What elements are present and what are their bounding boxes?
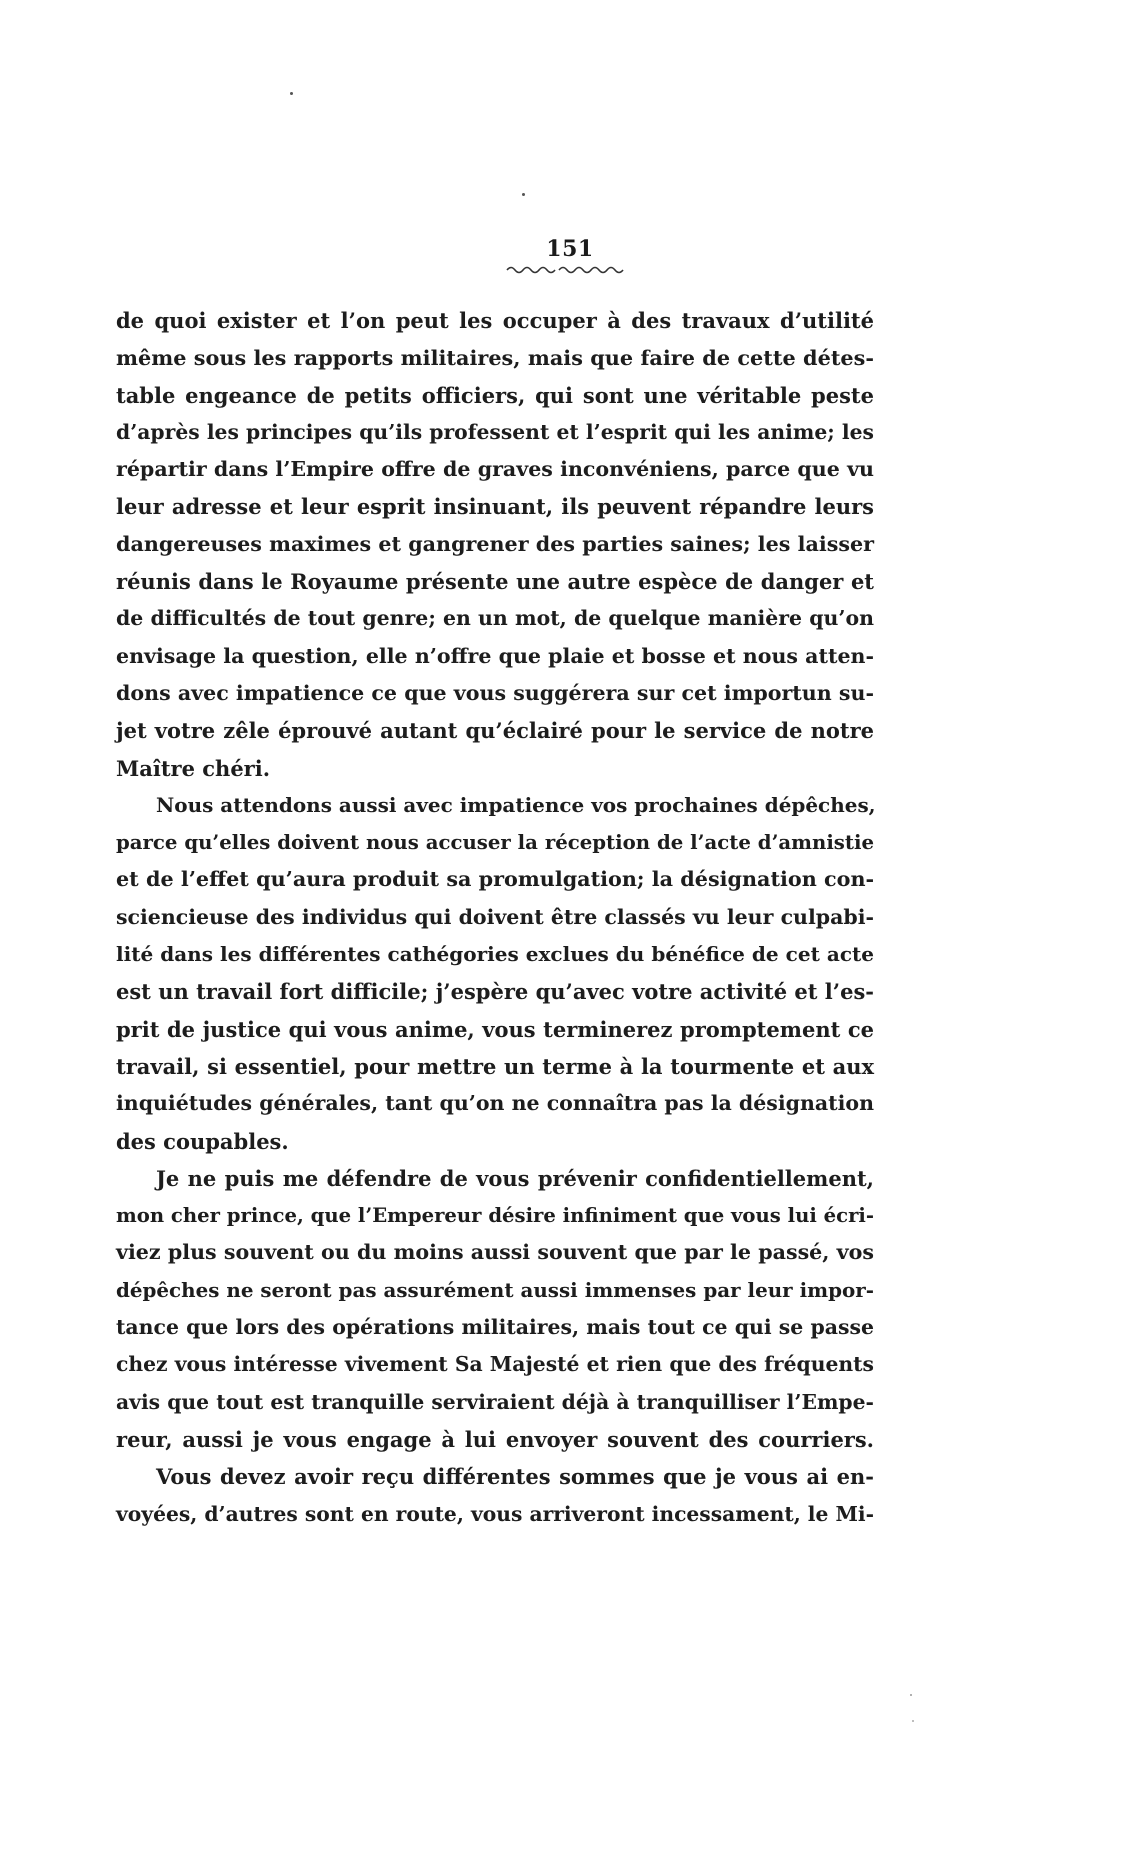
- text-line: de difficultés de tout genre; en un mot, de quelque manière qu’on: [116, 606, 874, 631]
- paragraph: [116, 787, 874, 1160]
- text-line: dangereuses maximes et gangrener des parties saines; les laisser: [116, 531, 874, 556]
- text-line: chez vous intéresse vivement Sa Majesté et rien que des fréquents: [116, 1352, 874, 1377]
- text-line: tance que lors des opérations militaires, mais tout ce qui se passe: [116, 1315, 874, 1340]
- text-line: jet votre zêle éprouvé autant qu’éclairé pour le service de notre: [116, 718, 874, 744]
- text-line: Maître chéri.: [116, 755, 271, 781]
- text-line: réunis dans le Royaume présente une autre espèce de danger et: [116, 569, 874, 595]
- text-line: est un travail fort difficile; j’espère qu’avec votre activité et l’es-: [116, 979, 874, 1005]
- body-text: [116, 302, 874, 1533]
- text-line: dépêches ne seront pas assurément aussi immenses par leur impor-: [116, 1277, 874, 1302]
- text-line: table engeance de petits officiers, qui sont une véritable peste: [116, 382, 874, 408]
- text-line: sciencieuse des individus qui doivent être classés vu leur culpabi-: [116, 904, 874, 929]
- text-line: reur, aussi je vous engage à lui envoyer souvent des courriers.: [116, 1426, 874, 1452]
- paragraph: [116, 1458, 874, 1533]
- print-speck: [522, 193, 525, 196]
- text-line: parce qu’elles doivent nous accuser la réception de l’acte d’amnistie: [116, 831, 874, 855]
- print-speck: [290, 92, 293, 95]
- text-line: envisage la question, elle n’offre que plaie et bosse et nous atten-: [116, 643, 874, 668]
- text-line: voyées, d’autres sont en route, vous arriveront incessament, le Mi-: [116, 1501, 874, 1526]
- text-line: répartir dans l’Empire offre de graves inconvéniens, parce que vu: [116, 457, 874, 482]
- text-line: avis que tout est tranquille serviraient déjà à tranquilliser l’Empe-: [116, 1389, 874, 1414]
- text-line: prit de justice qui vous anime, vous terminerez promptement ce: [116, 1016, 874, 1042]
- paragraph: [116, 1160, 874, 1458]
- print-speck: [912, 1720, 914, 1722]
- page-number: 151: [546, 236, 594, 262]
- text-line: travail, si essentiel, pour mettre un terme à la tourmente et aux: [116, 1053, 874, 1079]
- text-line: Nous attendons aussi avec impatience vos prochaines dépêches,: [156, 792, 876, 817]
- text-line: même sous les rapports militaires, mais que faire de cette détes-: [116, 345, 874, 371]
- text-line: Je ne puis me défendre de vous prévenir confidentiellement,: [156, 1165, 874, 1191]
- text-line: inquiétudes générales, tant qu’on ne connaîtra pas la désignation: [116, 1091, 874, 1116]
- text-line: lité dans les différentes cathégories exclues du bénéfice de cet acte: [116, 942, 874, 967]
- text-line: mon cher prince, que l’Empereur désire infiniment que vous lui écri-: [116, 1204, 874, 1228]
- text-line: Vous devez avoir reçu différentes sommes que je vous ai en-: [156, 1464, 874, 1490]
- paragraph: [116, 302, 874, 787]
- wavy-rule-ornament: [505, 264, 625, 276]
- text-line: de quoi exister et l’on peut les occuper à des travaux d’utilité: [116, 308, 874, 333]
- page-header: [0, 236, 1140, 262]
- text-line: dons avec impatience ce que vous suggérera sur cet importun su-: [116, 680, 874, 705]
- text-line: des coupables.: [116, 1128, 289, 1154]
- text-line: leur adresse et leur esprit insinuant, ils peuvent répandre leurs: [116, 494, 874, 520]
- text-line: viez plus souvent ou du moins aussi souvent que par le passé, vos: [116, 1240, 874, 1265]
- text-line: et de l’effet qu’aura produit sa promulgation; la désignation con-: [116, 867, 875, 892]
- print-speck: [910, 1694, 912, 1696]
- text-line: d’après les principes qu’ils professent et l’esprit qui les anime; les: [116, 419, 874, 444]
